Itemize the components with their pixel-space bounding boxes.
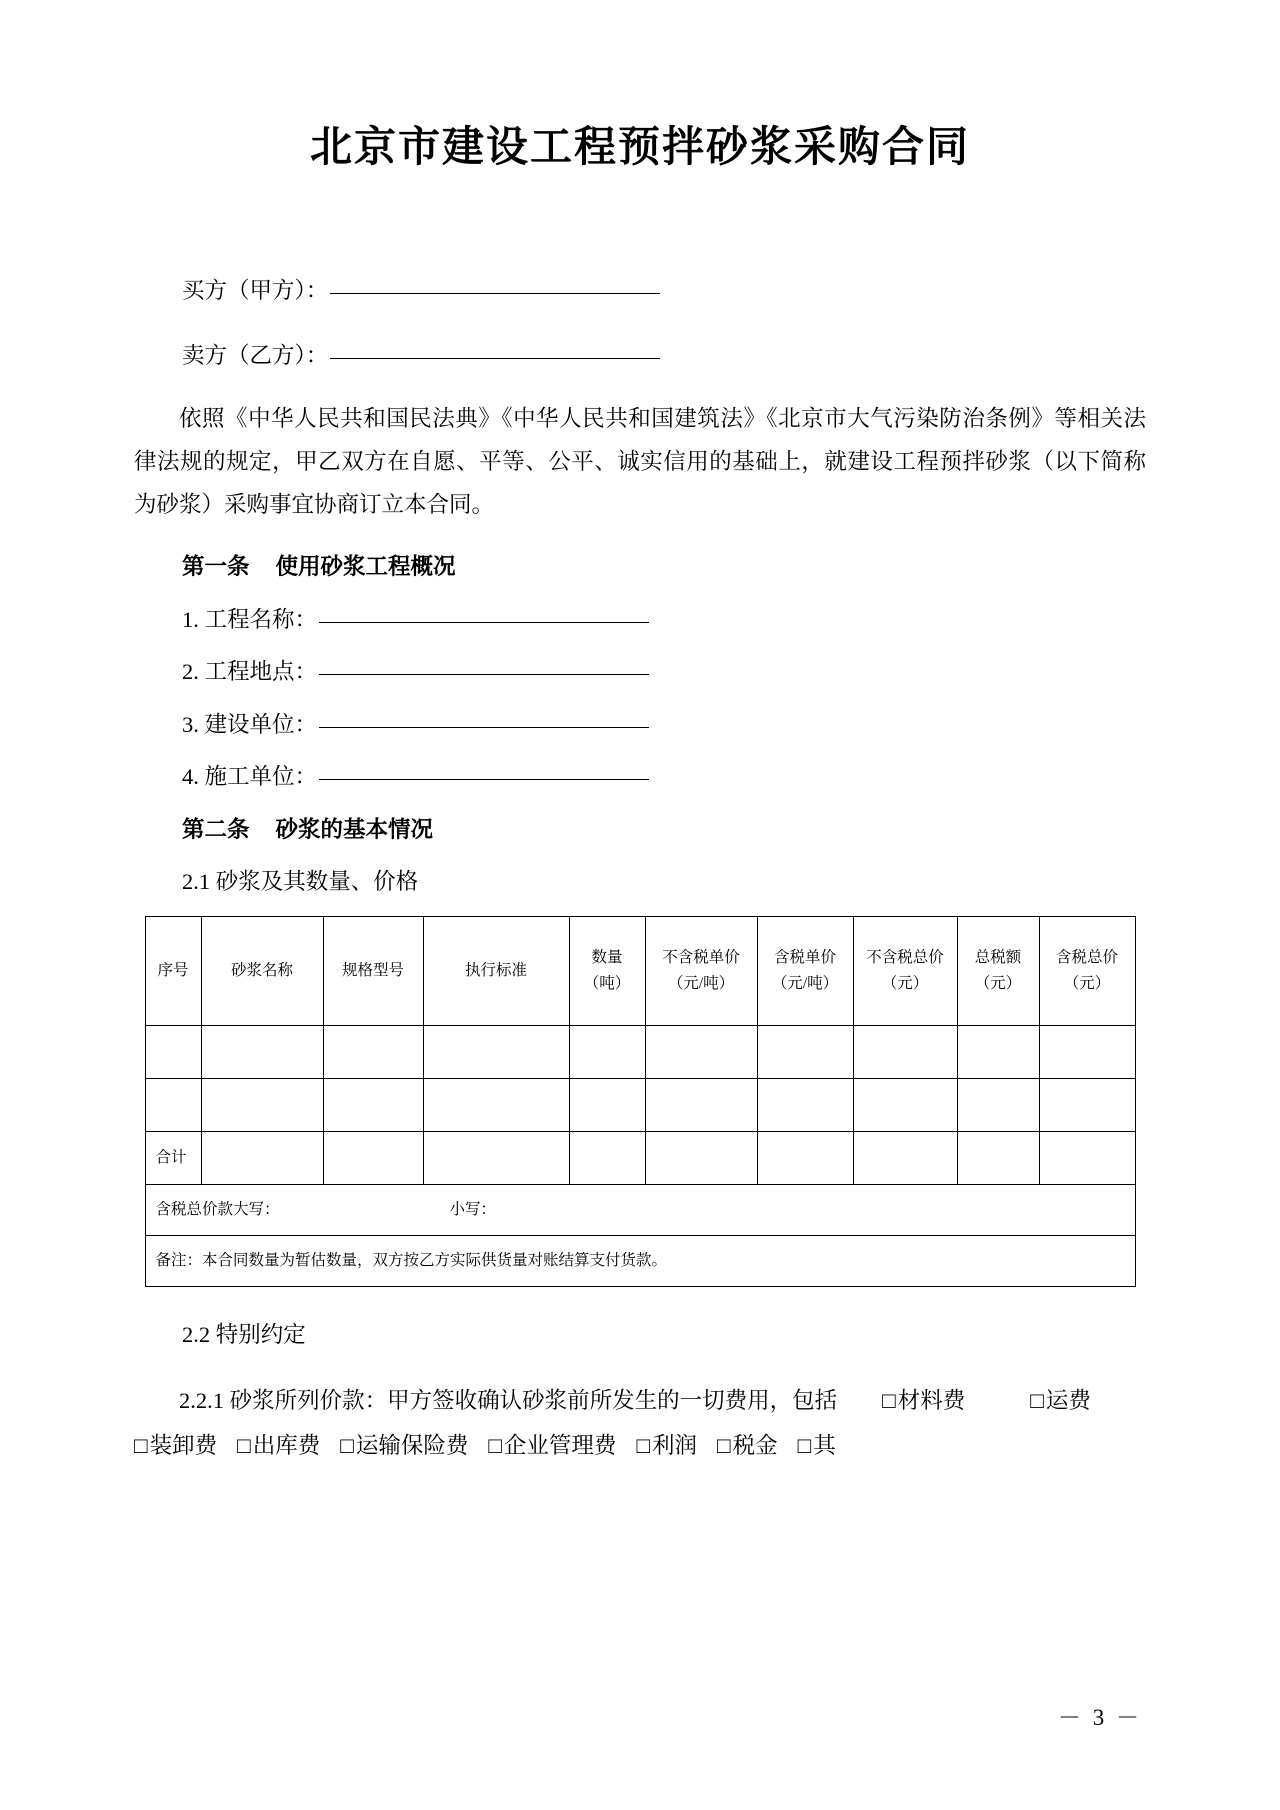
article-two-heading (134, 789, 1146, 842)
cell-unit-price-excl-tax[interactable] (645, 1078, 757, 1131)
total-cell-total-tax[interactable] (957, 1131, 1039, 1184)
project-location-label: 2. 工程地点： (182, 659, 318, 685)
seller-label: 卖方（乙方）： (182, 342, 329, 368)
header-cell-unit-price-incl-tax: 含税单价 （元/吨） (757, 916, 853, 1025)
table-total-row (145, 1131, 1135, 1184)
total-cell-unit-price-incl-tax[interactable] (757, 1131, 853, 1184)
checkbox-loading-fee-icon[interactable]: □ (134, 1432, 148, 1458)
checkbox-tax-icon[interactable]: □ (717, 1432, 731, 1458)
contractor-label: 4. 施工单位： (182, 764, 318, 790)
header-cell-total-incl-tax: 含税总价 （元） (1039, 916, 1135, 1025)
option-tax-label: 税金 (732, 1432, 778, 1458)
cell-mortar-name[interactable] (201, 1025, 323, 1078)
section-2-2-1-paragraph (134, 1356, 1146, 1423)
amount-in-words-cell[interactable] (145, 1184, 1135, 1235)
remark-row (145, 1235, 1135, 1286)
header-cell-quantity: 数量 （吨） (569, 916, 645, 1025)
header-cell-total-tax: 总税额 （元） (957, 916, 1039, 1025)
remark-label: 备注： (155, 1251, 203, 1269)
cell-standard[interactable] (423, 1078, 569, 1131)
construction-owner-input-rule[interactable] (319, 726, 649, 728)
total-cell-standard[interactable] (423, 1131, 569, 1184)
cell-quantity[interactable] (569, 1025, 645, 1078)
option-freight-label: 运费 (1045, 1387, 1091, 1413)
preamble-paragraph: 依照《中华人民共和国民法典》《中华人民共和国建筑法》《北京市大气污染防治条例》等相关法律法规的规定，甲乙双方在自愿、平等、公平、诚实信用的基础上，就建设工程预拌砂浆（以下简称为砂浆）采购事宜协商订立本合同。 (134, 406, 1146, 518)
project-name-row (134, 579, 1146, 632)
page-number: － 3 － (1058, 1705, 1142, 1730)
total-cell-total-excl-tax[interactable] (853, 1131, 957, 1184)
total-cell-unit-price-excl-tax[interactable] (645, 1131, 757, 1184)
contractor-row (134, 736, 1146, 789)
header-cell-total-excl-tax: 不含税总价 （元） (853, 916, 957, 1025)
amount-in-words-row (145, 1184, 1135, 1235)
option-material-fee-label: 材料费 (897, 1387, 966, 1413)
remark-cell (145, 1235, 1135, 1286)
checkbox-freight-icon[interactable]: □ (1030, 1387, 1044, 1413)
option-management-fee-label: 企业管理费 (503, 1432, 617, 1458)
construction-owner-row (134, 684, 1146, 737)
article-two-title: 砂浆的基本情况 (275, 816, 434, 842)
table-header-row (145, 916, 1135, 1025)
option-warehouse-fee-label: 出库费 (252, 1432, 321, 1458)
article-one-heading (134, 526, 1146, 579)
article-two-number: 第二条 (182, 816, 250, 842)
construction-owner-label: 3. 建设单位： (182, 711, 318, 737)
total-row-label: 合计 (145, 1131, 201, 1184)
contractor-input-rule[interactable] (319, 778, 649, 780)
total-cell-mortar-name[interactable] (201, 1131, 323, 1184)
table-row (145, 1025, 1135, 1078)
checkbox-profit-icon[interactable]: □ (636, 1432, 651, 1458)
cell-standard[interactable] (423, 1025, 569, 1078)
project-location-row (134, 631, 1146, 684)
section-2-2-1-text: 2.2.1 砂浆所列价款：甲方签收确认砂浆前所发生的一切费用，包括 (179, 1387, 838, 1413)
section-2-2-heading: 2.2 特别约定 (182, 1321, 306, 1347)
cell-total-incl-tax[interactable] (1039, 1078, 1135, 1131)
project-name-label: 1. 工程名称： (182, 606, 318, 632)
total-cell-spec-model[interactable] (323, 1131, 423, 1184)
option-transport-insurance-label: 运输保险费 (355, 1432, 469, 1458)
seller-field-row (134, 342, 1146, 368)
header-cell-standard: 执行标准 (423, 916, 569, 1025)
article-one-number: 第一条 (182, 554, 250, 580)
mortar-price-table (145, 916, 1136, 1287)
cell-unit-price-excl-tax[interactable] (645, 1025, 757, 1078)
page-title: 北京市建设工程预拌砂浆采购合同 (309, 123, 970, 170)
total-cell-quantity[interactable] (569, 1131, 645, 1184)
cell-quantity[interactable] (569, 1078, 645, 1131)
buyer-label: 买方（甲方）： (182, 278, 329, 304)
buyer-field-row (134, 280, 1146, 303)
cell-total-excl-tax[interactable] (853, 1025, 957, 1078)
amount-lowercase-label: 小写： (449, 1200, 497, 1218)
checkbox-material-fee-icon[interactable]: □ (882, 1387, 896, 1413)
header-cell-index: 序号 (145, 916, 201, 1025)
document-body (134, 280, 1146, 894)
article-one-title: 使用砂浆工程概况 (275, 554, 456, 580)
amount-uppercase-label: 含税总价款大写： (155, 1200, 280, 1218)
section-2-2-1-options-line2 (134, 1423, 1146, 1468)
cell-total-incl-tax[interactable] (1039, 1025, 1135, 1078)
cell-total-excl-tax[interactable] (853, 1078, 957, 1131)
checkbox-warehouse-fee-icon[interactable]: □ (237, 1432, 251, 1458)
cell-mortar-name[interactable] (201, 1078, 323, 1131)
checkbox-other-icon[interactable]: □ (797, 1432, 812, 1458)
header-cell-mortar-name: 砂浆名称 (201, 916, 323, 1025)
cell-spec-model[interactable] (323, 1025, 423, 1078)
seller-input-rule[interactable] (330, 357, 660, 359)
total-cell-total-incl-tax[interactable] (1039, 1131, 1135, 1184)
cell-index[interactable] (145, 1025, 201, 1078)
cell-total-tax[interactable] (957, 1078, 1039, 1131)
cell-unit-price-incl-tax[interactable] (757, 1025, 853, 1078)
option-profit-label: 利润 (652, 1432, 698, 1458)
header-cell-spec-model: 规格型号 (323, 916, 423, 1025)
remark-text: 本合同数量为暂估数量，双方按乙方实际供货量对账结算支付货款。 (202, 1251, 668, 1269)
section-2-1-heading: 2.1 砂浆及其数量、价格 (182, 869, 419, 895)
cell-unit-price-incl-tax[interactable] (757, 1078, 853, 1131)
cell-index[interactable] (145, 1078, 201, 1131)
project-location-input-rule[interactable] (319, 673, 649, 675)
table-row (145, 1078, 1135, 1131)
document-body-lower (134, 1287, 1146, 1468)
cell-total-tax[interactable] (957, 1025, 1039, 1078)
option-loading-fee-label: 装卸费 (149, 1432, 218, 1458)
checkbox-management-fee-icon[interactable]: □ (488, 1432, 502, 1458)
cell-spec-model[interactable] (323, 1078, 423, 1131)
buyer-input-rule[interactable] (330, 292, 660, 294)
project-name-input-rule[interactable] (319, 621, 649, 623)
option-other-label: 其 (813, 1432, 836, 1458)
header-cell-unit-price-excl-tax: 不含税单价 （元/吨） (645, 916, 757, 1025)
checkbox-transport-insurance-icon[interactable]: □ (340, 1432, 354, 1458)
